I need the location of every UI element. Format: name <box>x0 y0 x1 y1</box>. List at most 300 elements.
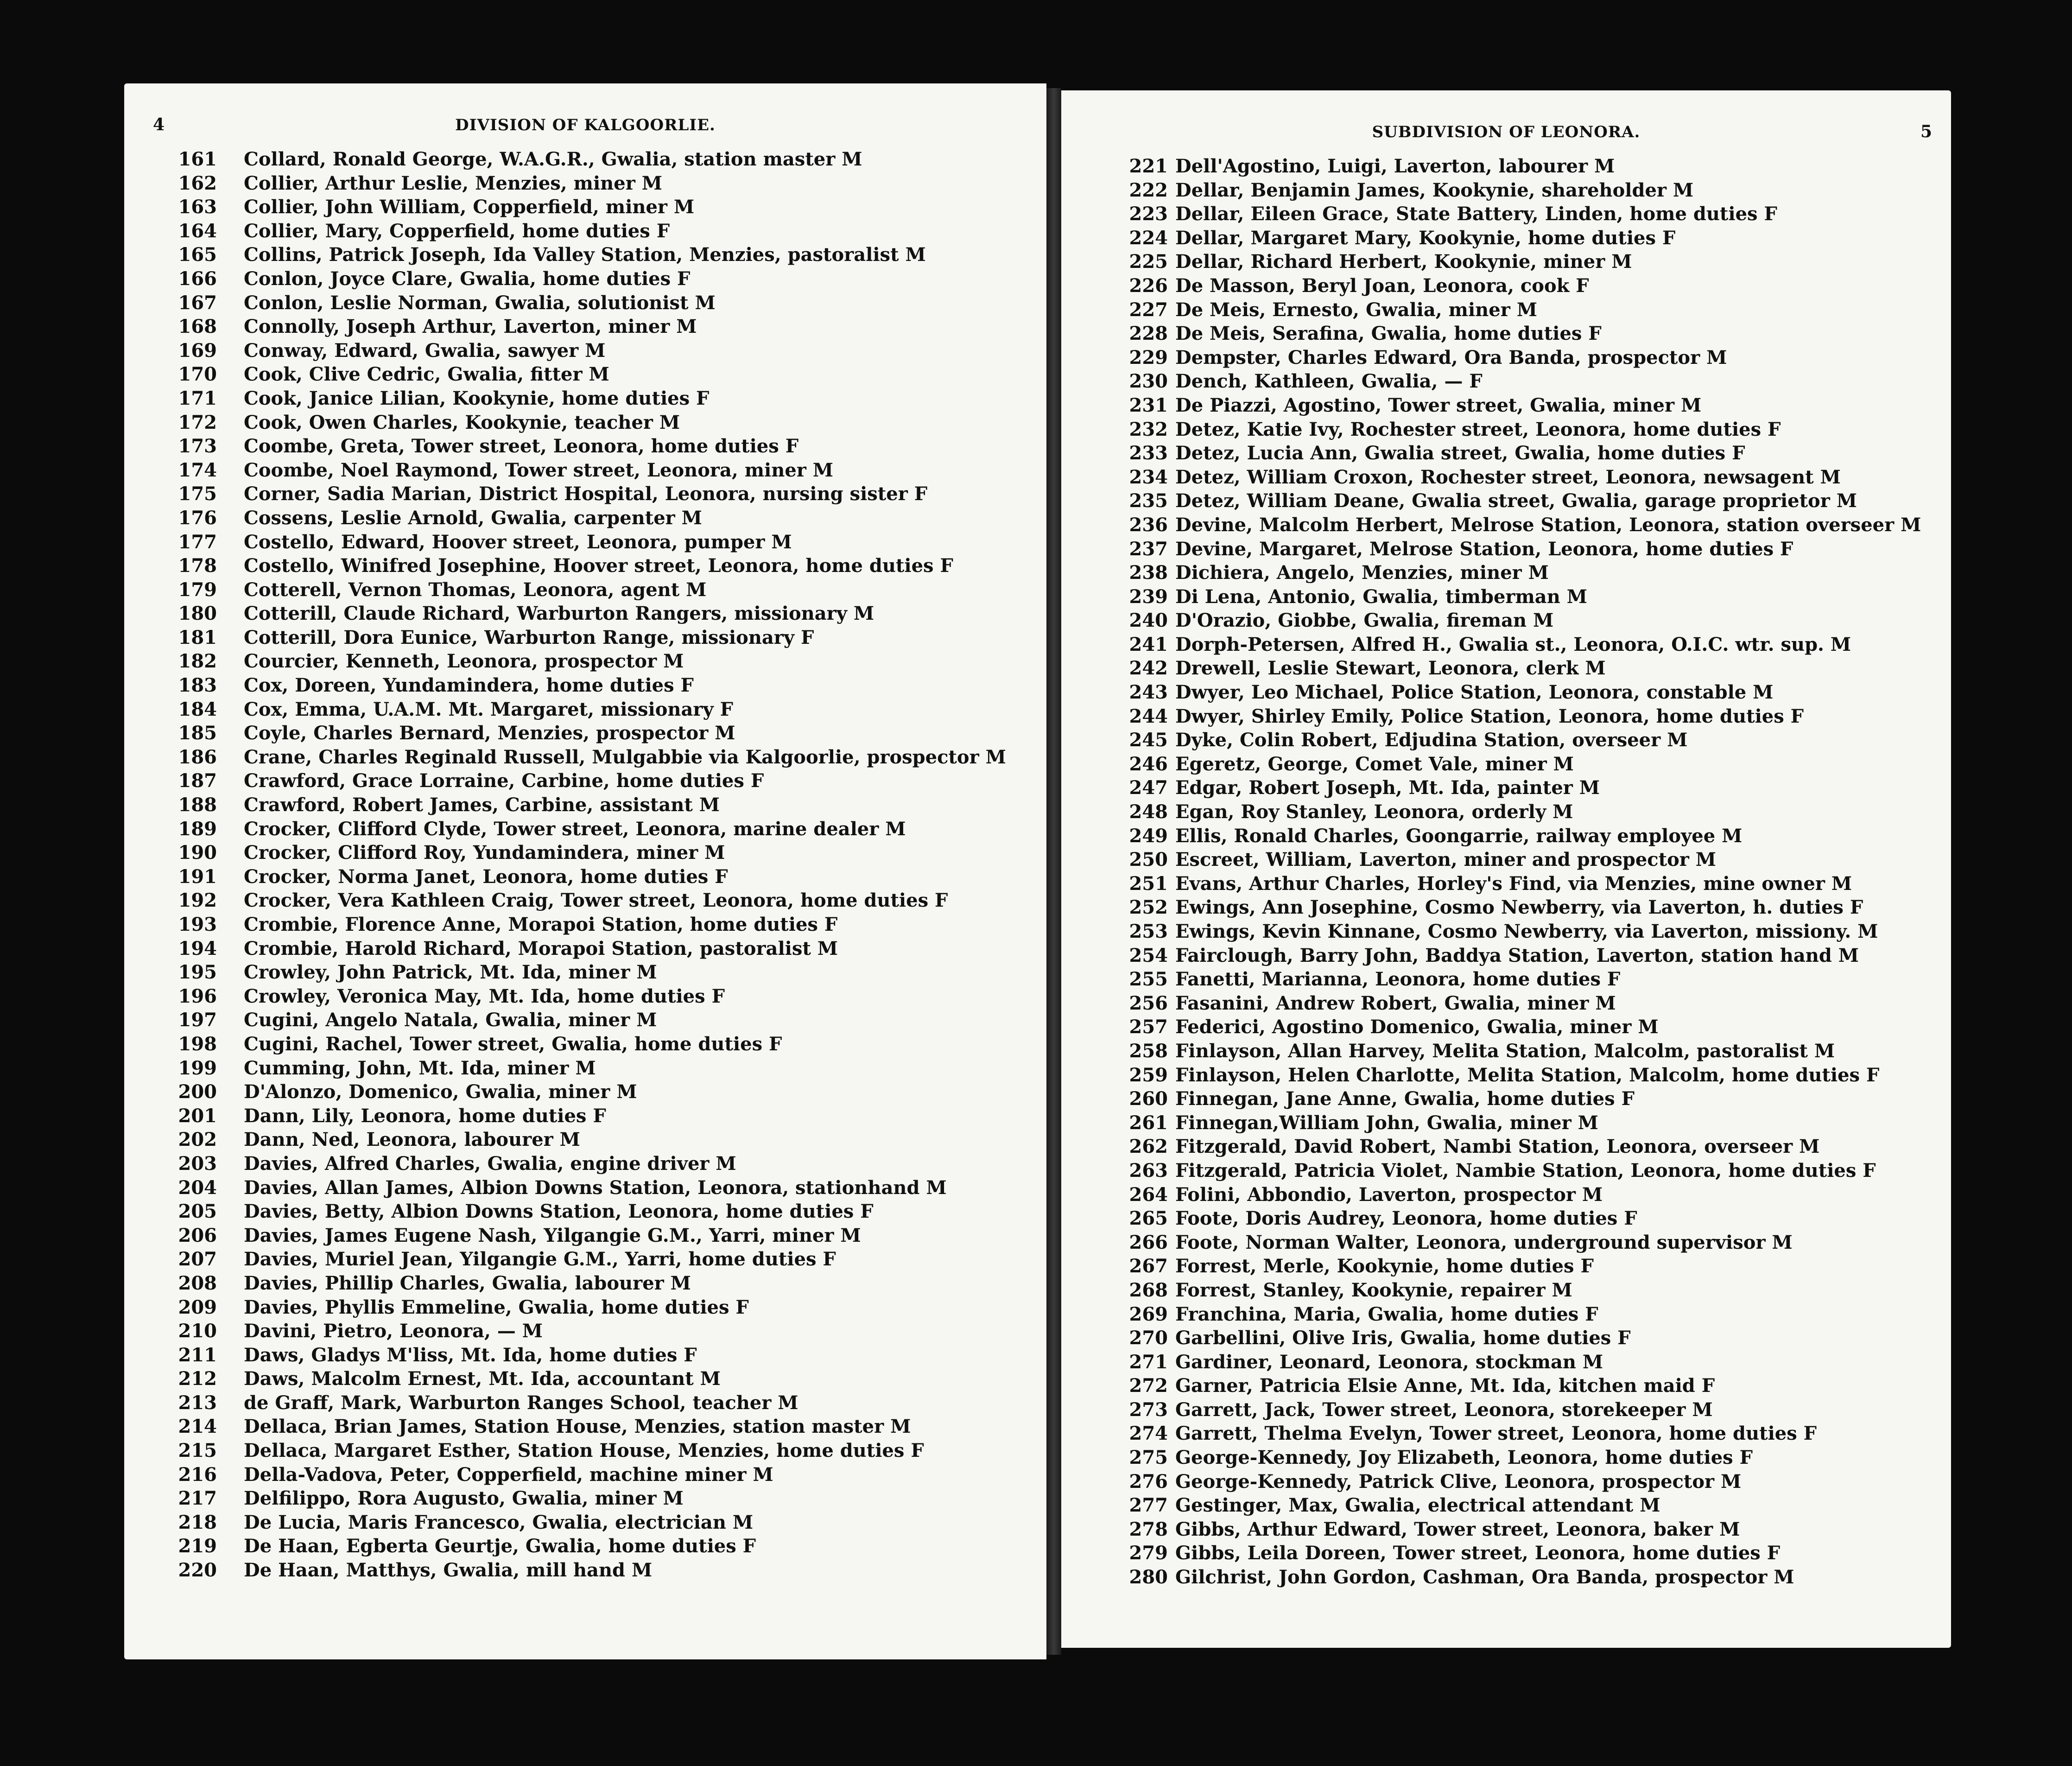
roll-entry <box>124 1032 1046 1056</box>
roll-entry <box>1061 1470 1951 1494</box>
roll-entry <box>124 793 1046 817</box>
entry-number: 239 <box>1129 585 1168 608</box>
entry-number: 248 <box>1129 801 1168 823</box>
roll-entry <box>124 219 1046 243</box>
roll-entry <box>1061 1111 1951 1135</box>
entry-number: 183 <box>178 674 217 697</box>
entry-text: Conway, Edward, Gwalia, sawyer M <box>244 339 606 362</box>
roll-entry <box>124 937 1046 961</box>
entry-text: De Meis, Serafina, Gwalia, home duties F <box>1175 323 1602 345</box>
entry-number: 228 <box>1129 323 1168 345</box>
entry-text: Finlayson, Allan Harvey, Melita Station, Malcolm, pastoralist M <box>1175 1040 1835 1062</box>
roll-entry <box>124 1271 1046 1296</box>
entry-text: Fairclough, Barry John, Baddya Station, Laverton, station hand M <box>1175 944 1859 966</box>
roll-entry <box>1061 896 1951 920</box>
roll-entry <box>124 387 1046 411</box>
entry-number: 178 <box>178 555 217 577</box>
right-page-header <box>1061 122 1951 150</box>
entry-text: Ellis, Ronald Charles, Goongarrie, railway employee M <box>1175 825 1743 847</box>
entry-number: 213 <box>178 1391 217 1414</box>
entry-number: 230 <box>1129 370 1168 393</box>
roll-entry <box>1061 585 1951 609</box>
entry-number: 259 <box>1129 1064 1168 1086</box>
entry-text: Dorph-Petersen, Alfred H., Gwalia st., Leonora, O.I.C. wtr. sup. M <box>1175 633 1851 655</box>
entry-text: Cugini, Angelo Natala, Gwalia, miner M <box>244 1009 657 1031</box>
roll-entry <box>1061 178 1951 203</box>
entry-number: 244 <box>1129 705 1168 727</box>
entry-text: De Lucia, Maris Francesco, Gwalia, electrician M <box>244 1511 754 1533</box>
entry-text: D'Orazio, Giobbe, Gwalia, fireman M <box>1175 610 1554 632</box>
entry-number: 261 <box>1129 1112 1168 1134</box>
entry-number: 253 <box>1129 921 1168 942</box>
entry-text: Detez, Lucia Ann, Gwalia street, Gwalia, home duties F <box>1175 442 1745 464</box>
entry-text: Ewings, Ann Josephine, Cosmo Newberry, via Laverton, h. duties F <box>1175 896 1863 919</box>
entry-text: De Masson, Beryl Joan, Leonora, cook F <box>1175 274 1589 297</box>
entry-number: 257 <box>1129 1016 1168 1038</box>
entry-text: Davies, Phillip Charles, Gwalia, labourer M <box>244 1272 691 1294</box>
entry-text: De Haan, Egberta Geurtje, Gwalia, home duties F <box>244 1535 756 1557</box>
roll-entry <box>1061 513 1951 537</box>
entry-number: 242 <box>1129 657 1168 680</box>
roll-entry <box>124 172 1046 196</box>
entry-text: Davies, James Eugene Nash, Yilgangie G.M., Yarri, miner M <box>244 1224 861 1246</box>
entry-number: 232 <box>1129 418 1168 440</box>
roll-entry <box>1061 561 1951 585</box>
entry-number: 189 <box>178 818 217 840</box>
entry-number: 200 <box>178 1081 217 1103</box>
entry-text: Finnegan,William John, Gwalia, miner M <box>1175 1112 1598 1134</box>
entry-text: Crowley, Veronica May, Mt. Ida, home duties F <box>244 985 725 1007</box>
entry-number: 203 <box>178 1152 217 1175</box>
entry-text: Garner, Patricia Elsie Anne, Mt. Ida, kitchen maid F <box>1175 1375 1715 1397</box>
entry-number: 212 <box>178 1368 217 1390</box>
entry-number: 175 <box>178 483 217 505</box>
roll-entry <box>1061 1541 1951 1565</box>
entry-text: Drewell, Leslie Stewart, Leonora, clerk M <box>1175 657 1606 680</box>
entry-text: Dempster, Charles Edward, Ora Banda, prospector M <box>1175 346 1727 368</box>
entry-text: Gibbs, Leila Doreen, Tower street, Leonora, home duties F <box>1175 1542 1781 1564</box>
roll-entry <box>124 985 1046 1009</box>
roll-entry <box>1061 1565 1951 1589</box>
roll-entry <box>124 1486 1046 1511</box>
entry-text: Cotterill, Claude Richard, Warburton Rangers, missionary M <box>244 603 874 625</box>
entry-text: Cox, Emma, U.A.M. Mt. Margaret, missionary F <box>244 698 734 720</box>
entry-text: George-Kennedy, Patrick Clive, Leonora, prospector M <box>1175 1470 1742 1493</box>
entry-text: Cox, Doreen, Yundamindera, home duties F <box>244 674 694 697</box>
roll-entry <box>1061 1135 1951 1159</box>
entry-number: 245 <box>1129 729 1168 751</box>
roll-entry <box>124 1176 1046 1200</box>
entry-number: 169 <box>178 339 217 362</box>
entry-text: Davies, Alfred Charles, Gwalia, engine driver M <box>244 1152 736 1175</box>
entry-text: De Piazzi, Agostino, Tower street, Gwalia, miner M <box>1175 394 1702 416</box>
entry-number: 234 <box>1129 466 1168 488</box>
entry-number: 202 <box>178 1129 217 1151</box>
entry-text: Cook, Owen Charles, Kookynie, teacher M <box>244 411 680 433</box>
entry-text: Corner, Sadia Marian, District Hospital, Leonora, nursing sister F <box>244 483 928 505</box>
entry-number: 276 <box>1129 1470 1168 1493</box>
entry-number: 272 <box>1129 1375 1168 1397</box>
entry-number: 216 <box>178 1463 217 1486</box>
entry-number: 270 <box>1129 1327 1168 1349</box>
entry-text: Coyle, Charles Bernard, Menzies, prospector M <box>244 722 735 744</box>
entry-text: Dench, Kathleen, Gwalia, — F <box>1175 370 1483 393</box>
entry-number: 196 <box>178 985 217 1007</box>
roll-entry <box>124 1008 1046 1032</box>
roll-entry <box>124 1558 1046 1582</box>
roll-entry <box>1061 991 1951 1016</box>
entry-text: Dellar, Benjamin James, Kookynie, shareholder M <box>1175 179 1694 201</box>
roll-entry <box>1061 800 1951 824</box>
entry-number: 174 <box>178 459 217 481</box>
entry-number: 223 <box>1129 203 1168 225</box>
entry-number: 168 <box>178 316 217 338</box>
entry-number: 266 <box>1129 1231 1168 1253</box>
entry-number: 198 <box>178 1033 217 1055</box>
entry-text: De Haan, Matthys, Gwalia, mill hand M <box>244 1559 653 1582</box>
entry-number: 208 <box>178 1272 217 1294</box>
entry-text: Crane, Charles Reginald Russell, Mulgabbie via Kalgoorlie, prospector M <box>244 746 1006 768</box>
entry-text: Conlon, Joyce Clare, Gwalia, home duties F <box>244 267 691 290</box>
entry-number: 166 <box>178 267 217 290</box>
roll-entry <box>124 1511 1046 1535</box>
roll-entry <box>1061 154 1951 178</box>
entry-number: 218 <box>178 1511 217 1533</box>
roll-entry <box>124 1415 1046 1439</box>
entry-number: 162 <box>178 172 217 194</box>
roll-entry <box>1061 848 1951 872</box>
entry-text: Davies, Muriel Jean, Yilgangie G.M., Yarri, home duties F <box>244 1248 836 1271</box>
entry-text: Davies, Allan James, Albion Downs Station, Leonora, stationhand M <box>244 1176 947 1199</box>
roll-entry <box>124 315 1046 339</box>
entry-number: 180 <box>178 603 217 625</box>
entry-text: Fanetti, Marianna, Leonora, home duties F <box>1175 968 1621 991</box>
roll-entry <box>124 411 1046 435</box>
entry-number: 221 <box>1129 155 1168 177</box>
entry-text: Della-Vadova, Peter, Copperfield, machine miner M <box>244 1463 773 1486</box>
entry-number: 237 <box>1129 538 1168 560</box>
right-page-number: 5 <box>1920 122 1933 141</box>
entry-text: Dellar, Eileen Grace, State Battery, Linden, home duties F <box>1175 203 1777 225</box>
roll-entry <box>124 1296 1046 1320</box>
entry-number: 236 <box>1129 514 1168 536</box>
roll-entry <box>124 362 1046 387</box>
entry-number: 176 <box>178 507 217 529</box>
roll-entry <box>1061 202 1951 226</box>
entry-text: Cotterill, Dora Eunice, Warburton Range, missionary F <box>244 626 814 648</box>
entry-number: 231 <box>1129 394 1168 416</box>
roll-entry <box>124 1128 1046 1152</box>
left-page-title: DIVISION OF KALGOORLIE. <box>455 116 716 134</box>
entry-number: 191 <box>178 865 217 888</box>
entry-text: Finlayson, Helen Charlotte, Melita Station, Malcolm, home duties F <box>1175 1064 1880 1086</box>
entry-number: 243 <box>1129 681 1168 704</box>
entry-text: Crawford, Robert James, Carbine, assistant M <box>244 794 720 816</box>
entry-number: 263 <box>1129 1159 1168 1182</box>
roll-entry <box>1061 967 1951 991</box>
left-entry-list <box>124 147 1046 1582</box>
entry-number: 188 <box>178 794 217 816</box>
roll-entry <box>124 1080 1046 1104</box>
roll-entry <box>1061 441 1951 465</box>
entry-text: Coombe, Greta, Tower street, Leonora, home duties F <box>244 435 799 457</box>
entry-text: Federici, Agostino Domenico, Gwalia, miner M <box>1175 1016 1659 1038</box>
roll-entry <box>1061 346 1951 370</box>
entry-number: 275 <box>1129 1447 1168 1469</box>
entry-text: Crawford, Grace Lorraine, Carbine, home duties F <box>244 770 764 792</box>
entry-number: 201 <box>178 1105 217 1127</box>
roll-entry <box>124 458 1046 483</box>
roll-entry <box>1061 1302 1951 1327</box>
roll-entry <box>124 554 1046 578</box>
entry-text: Ewings, Kevin Kinnane, Cosmo Newberry, via Laverton, missiony. M <box>1175 921 1878 942</box>
roll-entry <box>1061 609 1951 633</box>
entry-number: 255 <box>1129 968 1168 991</box>
entry-text: Franchina, Maria, Gwalia, home duties F <box>1175 1303 1598 1325</box>
entry-text: Delfilippo, Rora Augusto, Gwalia, miner M <box>244 1487 684 1510</box>
entry-number: 252 <box>1129 896 1168 919</box>
roll-entry <box>124 578 1046 602</box>
roll-entry <box>124 649 1046 673</box>
entry-number: 241 <box>1129 633 1168 655</box>
roll-entry <box>1061 1398 1951 1422</box>
entry-text: de Graff, Mark, Warburton Ranges School, teacher M <box>244 1391 798 1414</box>
entry-text: Garrett, Jack, Tower street, Leonora, storekeeper M <box>1175 1398 1713 1421</box>
entry-text: Foote, Doris Audrey, Leonora, home duties F <box>1175 1207 1637 1230</box>
entry-number: 164 <box>178 220 217 242</box>
entry-text: Daws, Gladys M'liss, Mt. Ida, home duties F <box>244 1344 697 1366</box>
entry-number: 170 <box>178 363 217 386</box>
roll-entry <box>1061 465 1951 489</box>
entry-number: 187 <box>178 770 217 792</box>
entry-text: Davies, Betty, Albion Downs Station, Leonora, home duties F <box>244 1201 874 1223</box>
entry-number: 224 <box>1129 227 1168 249</box>
entry-text: Courcier, Kenneth, Leonora, prospector M <box>244 650 684 673</box>
entry-number: 177 <box>178 531 217 553</box>
entry-number: 229 <box>1129 346 1168 368</box>
roll-entry <box>1061 728 1951 752</box>
roll-entry <box>124 243 1046 267</box>
entry-number: 251 <box>1129 872 1168 895</box>
roll-entry <box>1061 872 1951 896</box>
entry-text: Evans, Arthur Charles, Horley's Find, via Menzies, mine owner M <box>1175 872 1852 895</box>
entry-text: Egan, Roy Stanley, Leonora, orderly M <box>1175 801 1573 823</box>
roll-entry <box>124 291 1046 315</box>
roll-entry <box>124 1152 1046 1176</box>
entry-number: 249 <box>1129 825 1168 847</box>
roll-entry <box>1061 1374 1951 1398</box>
entry-number: 173 <box>178 435 217 457</box>
book-spine <box>1046 88 1061 1655</box>
roll-entry <box>124 960 1046 985</box>
roll-entry <box>124 673 1046 698</box>
entry-text: Foote, Norman Walter, Leonora, underground supervisor M <box>1175 1231 1793 1253</box>
entry-number: 179 <box>178 578 217 601</box>
entry-number: 163 <box>178 196 217 218</box>
entry-number: 274 <box>1129 1423 1168 1445</box>
entry-text: Egeretz, George, Comet Vale, miner M <box>1175 753 1574 775</box>
entry-text: Coombe, Noel Raymond, Tower street, Leonora, miner M <box>244 459 834 481</box>
roll-entry <box>124 434 1046 458</box>
roll-entry <box>1061 633 1951 657</box>
roll-entry <box>124 339 1046 363</box>
entry-text: Cook, Clive Cedric, Gwalia, fitter M <box>244 363 609 386</box>
entry-text: Finnegan, Jane Anne, Gwalia, home duties F <box>1175 1088 1635 1110</box>
entry-text: Crocker, Clifford Roy, Yundamindera, miner M <box>244 842 725 864</box>
roll-entry <box>1061 1422 1951 1446</box>
entry-number: 167 <box>178 292 217 314</box>
entry-text: D'Alonzo, Domenico, Gwalia, miner M <box>244 1081 637 1103</box>
entry-number: 278 <box>1129 1518 1168 1540</box>
entry-number: 247 <box>1129 777 1168 799</box>
entry-number: 195 <box>178 961 217 984</box>
entry-text: Cotterell, Vernon Thomas, Leonora, agent M <box>244 578 707 601</box>
entry-number: 211 <box>178 1344 217 1366</box>
entry-number: 182 <box>178 650 217 673</box>
entry-number: 222 <box>1129 179 1168 201</box>
roll-entry <box>124 1463 1046 1487</box>
roll-entry <box>1061 1231 1951 1255</box>
entry-number: 204 <box>178 1176 217 1199</box>
left-page-header <box>124 115 1046 143</box>
entry-number: 205 <box>178 1201 217 1223</box>
entry-text: Detez, William Croxon, Rochester street, Leonora, newsagent M <box>1175 466 1841 488</box>
entry-text: Gestinger, Max, Gwalia, electrical attendant M <box>1175 1494 1660 1517</box>
entry-number: 254 <box>1129 944 1168 966</box>
roll-entry <box>124 530 1046 554</box>
entry-text: Crocker, Vera Kathleen Craig, Tower street, Leonora, home duties F <box>244 889 948 912</box>
entry-text: Gibbs, Arthur Edward, Tower street, Leonora, baker M <box>1175 1518 1740 1540</box>
roll-entry <box>1061 1350 1951 1374</box>
entry-text: Cugini, Rachel, Tower street, Gwalia, home duties F <box>244 1033 782 1055</box>
entry-text: Dell'Agostino, Luigi, Laverton, labourer M <box>1175 155 1615 177</box>
roll-entry <box>1061 537 1951 561</box>
entry-number: 161 <box>178 148 217 170</box>
entry-text: Collins, Patrick Joseph, Ida Valley Station, Menzies, pastoralist M <box>244 244 926 266</box>
entry-text: Conlon, Leslie Norman, Gwalia, solutionist M <box>244 292 716 314</box>
entry-text: Connolly, Joseph Arthur, Laverton, miner M <box>244 316 697 338</box>
roll-entry <box>124 1367 1046 1391</box>
roll-entry <box>1061 1278 1951 1302</box>
roll-entry <box>1061 1518 1951 1542</box>
entry-text: Dann, Ned, Leonora, labourer M <box>244 1129 580 1151</box>
roll-entry <box>1061 489 1951 513</box>
entry-text: Escreet, William, Laverton, miner and prospector M <box>1175 849 1717 871</box>
entry-text: Folini, Abbondio, Laverton, prospector M <box>1175 1183 1603 1206</box>
roll-entry <box>1061 394 1951 418</box>
entry-number: 185 <box>178 722 217 744</box>
entry-number: 192 <box>178 889 217 912</box>
entry-number: 271 <box>1129 1351 1168 1373</box>
entry-number: 238 <box>1129 562 1168 584</box>
entry-number: 207 <box>178 1248 217 1271</box>
entry-text: Costello, Winifred Josephine, Hoover street, Leonora, home duties F <box>244 555 953 577</box>
roll-entry <box>1061 680 1951 705</box>
roll-entry <box>1061 1207 1951 1231</box>
entry-text: Garrett, Thelma Evelyn, Tower street, Leonora, home duties F <box>1175 1423 1817 1445</box>
entry-text: Gilchrist, John Gordon, Cashman, Ora Banda, prospector M <box>1175 1566 1794 1588</box>
entry-number: 209 <box>178 1296 217 1318</box>
entry-text: Dellar, Margaret Mary, Kookynie, home duties F <box>1175 227 1676 249</box>
entry-number: 217 <box>178 1487 217 1510</box>
roll-entry <box>124 267 1046 291</box>
entry-number: 265 <box>1129 1207 1168 1230</box>
entry-text: Dwyer, Shirley Emily, Police Station, Leonora, home duties F <box>1175 705 1804 727</box>
roll-entry <box>124 841 1046 865</box>
roll-entry <box>1061 250 1951 274</box>
roll-entry <box>124 1343 1046 1367</box>
entry-number: 227 <box>1129 299 1168 321</box>
entry-text: Dyke, Colin Robert, Edjudina Station, overseer M <box>1175 729 1688 751</box>
roll-entry <box>124 1439 1046 1463</box>
entry-text: George-Kennedy, Joy Elizabeth, Leonora, home duties F <box>1175 1447 1753 1469</box>
entry-number: 260 <box>1129 1088 1168 1110</box>
roll-entry <box>1061 1326 1951 1350</box>
entry-text: Cossens, Leslie Arnold, Gwalia, carpenter M <box>244 507 702 529</box>
entry-number: 214 <box>178 1416 217 1438</box>
roll-entry <box>124 1056 1046 1080</box>
entry-text: Crombie, Florence Anne, Morapoi Station, home duties F <box>244 914 838 935</box>
roll-entry <box>124 626 1046 650</box>
entry-number: 250 <box>1129 849 1168 871</box>
entry-number: 215 <box>178 1440 217 1462</box>
entry-text: Costello, Edward, Hoover street, Leonora, pumper M <box>244 531 792 553</box>
entry-number: 206 <box>178 1224 217 1246</box>
roll-entry <box>124 147 1046 172</box>
roll-entry <box>1061 226 1951 250</box>
entry-text: Devine, Malcolm Herbert, Melrose Station, Leonora, station overseer M <box>1175 514 1921 536</box>
entry-number: 262 <box>1129 1136 1168 1158</box>
entry-number: 235 <box>1129 490 1168 512</box>
roll-entry <box>124 602 1046 626</box>
entry-text: Dellar, Richard Herbert, Kookynie, miner M <box>1175 251 1632 273</box>
roll-entry <box>1061 1446 1951 1470</box>
entry-number: 181 <box>178 626 217 648</box>
roll-entry <box>1061 944 1951 968</box>
entry-number: 246 <box>1129 753 1168 775</box>
roll-entry <box>1061 1493 1951 1518</box>
entry-text: Collier, Mary, Copperfield, home duties F <box>244 220 670 242</box>
entry-text: Fasanini, Andrew Robert, Gwalia, miner M <box>1175 992 1616 1014</box>
entry-number: 194 <box>178 937 217 959</box>
entry-text: Dichiera, Angelo, Menzies, miner M <box>1175 562 1549 584</box>
roll-entry <box>124 1104 1046 1128</box>
entry-number: 186 <box>178 746 217 768</box>
roll-entry <box>1061 752 1951 776</box>
roll-entry <box>1061 298 1951 322</box>
entry-number: 269 <box>1129 1303 1168 1325</box>
roll-entry <box>1061 1254 1951 1278</box>
roll-entry <box>124 698 1046 722</box>
roll-entry <box>1061 1087 1951 1111</box>
roll-entry <box>1061 824 1951 848</box>
entry-number: 264 <box>1129 1183 1168 1206</box>
right-entry-list <box>1061 154 1951 1589</box>
entry-number: 258 <box>1129 1040 1168 1062</box>
entry-text: Garbellini, Olive Iris, Gwalia, home duties F <box>1175 1327 1631 1349</box>
roll-entry <box>124 1224 1046 1248</box>
entry-number: 256 <box>1129 992 1168 1014</box>
roll-entry <box>124 1200 1046 1224</box>
entry-text: Di Lena, Antonio, Gwalia, timberman M <box>1175 585 1588 608</box>
entry-text: Dellaca, Margaret Esther, Station House, Menzies, home duties F <box>244 1440 924 1462</box>
roll-entry <box>124 745 1046 769</box>
roll-entry <box>124 769 1046 793</box>
entry-text: Crombie, Harold Richard, Morapoi Station, pastoralist M <box>244 937 838 959</box>
entry-text: Forrest, Stanley, Kookynie, repairer M <box>1175 1279 1572 1301</box>
roll-entry <box>1061 776 1951 800</box>
roll-entry <box>124 1319 1046 1343</box>
